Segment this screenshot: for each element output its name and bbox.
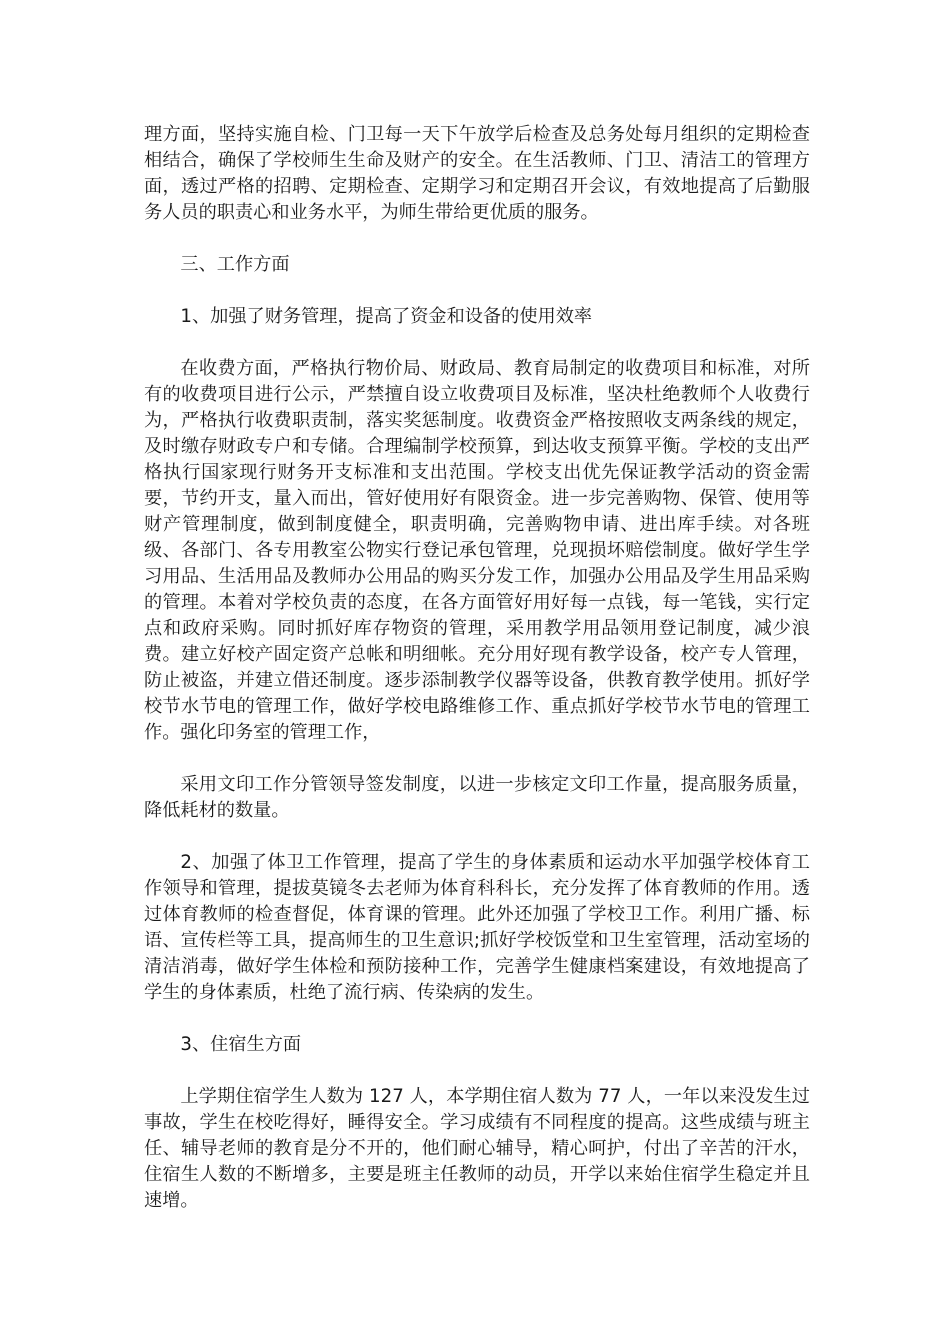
paragraph-sports-health: 2、加强了体卫工作管理，提高了学生的身体素质和运动水平加强学校体育工作领导和管理，提拔莫镜冬去老师为体育科科长，充分发挥了体育教师的作用。透过体育教师的检查督促，体育课的管理。此外还加强了学校卫工作。利用广播、标语、宣传栏等工具，提高师生的卫生意识;抓好学校饭堂和卫生室管理，活动室场的清洁消毒，做好学生体检和预防接种工作，完善学生健康档案建设，有效地提高了学生的身体素质，杜绝了流行病、传染病的发生。 <box>144 852 810 1003</box>
paragraph-boarding: 上学期住宿学生人数为 127 人，本学期住宿人数为 77 人，一年以来没发生过事故，学生在校吃得好，睡得安全。学习成绩有不同程度的提高。这些成绩与班主任、辅导老师的教育是分不开的，他们耐心辅导，精心呵护，付出了辛苦的汗水，住宿生人数的不断增多，主要是班主任教师的动员，开学以来始住宿学生稳定并且速增。 <box>144 1086 810 1211</box>
subheading-boarding: 3、住宿生方面 <box>180 1034 302 1055</box>
paragraph-management-continued: 理方面，坚持实施自检、门卫每一天下午放学后检查及总务处每月组织的定期检查相结合，确保了学校师生生命及财产的安全。在生活教师、门卫、清洁工的管理方面，透过严格的招聘、定期检查、定期学习和定期召开会议，有效地提高了后勤服务人员的职责心和业务水平，为师生带给更优质的服务。 <box>144 124 810 223</box>
subheading-finance: 1、加强了财务管理，提高了资金和设备的使用效率 <box>180 306 593 327</box>
paragraph-printing: 采用文印工作分管领导签发制度，以进一步核定文印工作量，提高服务质量，降低耗材的数量。 <box>144 774 810 821</box>
section-heading-work: 三、工作方面 <box>180 254 290 275</box>
paragraph-fees: 在收费方面，严格执行物价局、财政局、教育局制定的收费项目和标准，对所有的收费项目进行公示，严禁擅自设立收费项目及标准，坚决杜绝教师个人收费行为，严格执行收费职责制，落实奖惩制度。收费资金严格按照收支两条线的规定，及时缴存财政专户和专储。合理编制学校预算，到达收支预算平衡。学校的支出严格执行国家现行财务开支标准和支出范围。学校支出优先保证教学活动的资金需要，节约开支，量入而出，管好使用好有限资金。进一步完善购物、保管、使用等财产管理制度，做到制度健全，职责明确，完善购物申请、进出库手续。对各班级、各部门、各专用教室公物实行登记承包管理，兑现损坏赔偿制度。做好学生学习用品、生活用品及教师办公用品的购买分发工作，加强办公用品及学生用品采购的管理。本着对学校负责的态度，在各方面管好用好每一点钱，每一笔钱，实行定点和政府采购。同时抓好库存物资的管理，采用教学用品领用登记制度，减少浪费。建立好校产固定资产总帐和明细帐。充分用好现有教学设备，校产专人管理，防止被盗，并建立借还制度。逐步添制教学仪器等设备，供教育教学使用。抓好学校节水节电的管理工作，做好学校电路维修工作、重点抓好学校节水节电的管理工作。强化印务室的管理工作， <box>144 358 810 743</box>
document-body <box>144 122 810 1214</box>
